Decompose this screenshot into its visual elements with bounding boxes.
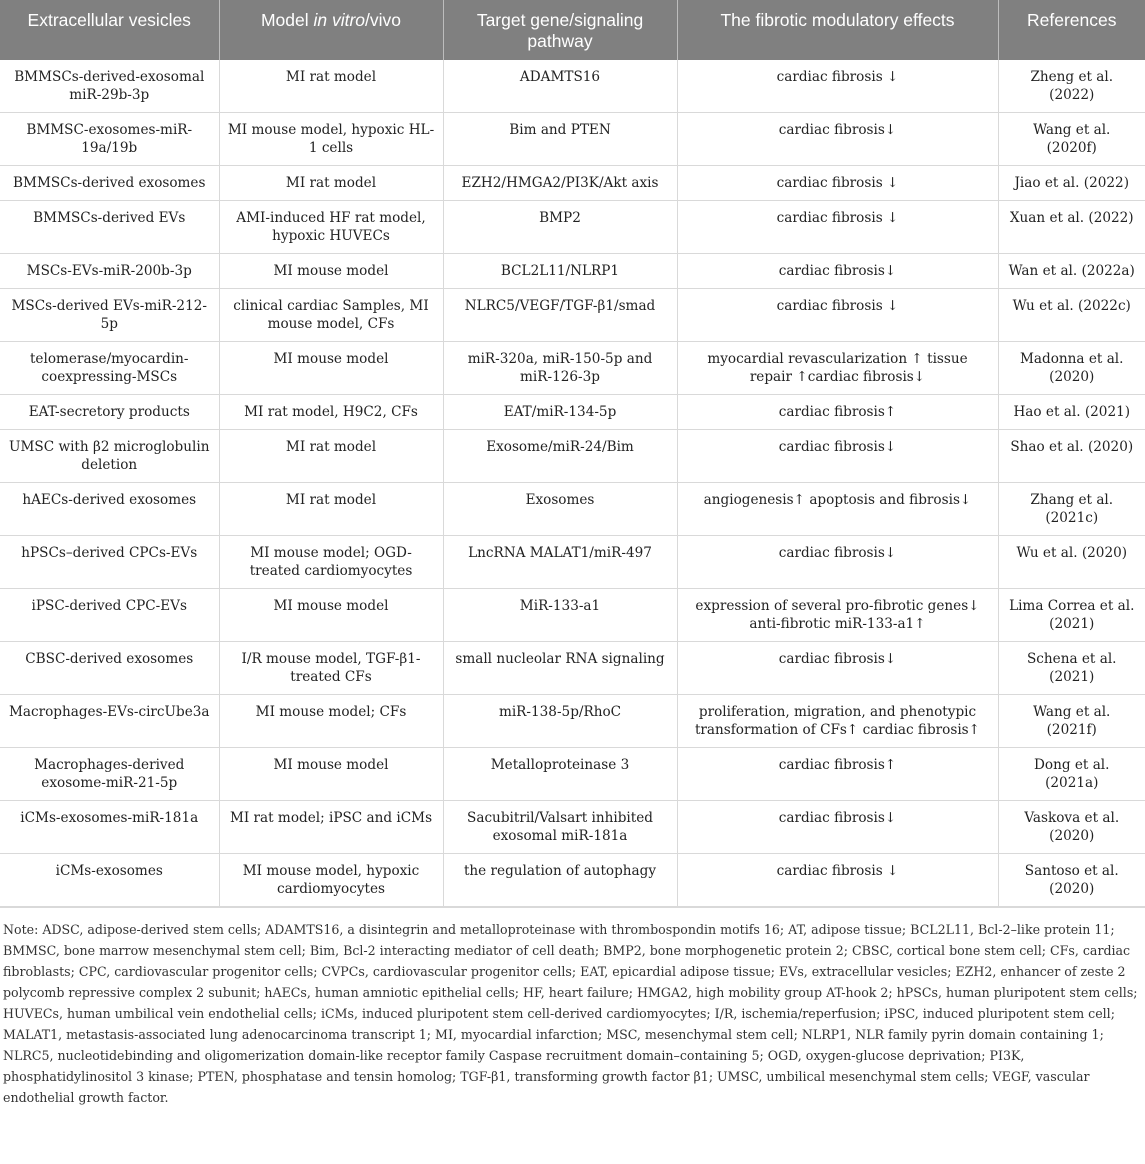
- table-row: [0, 113, 1145, 166]
- cell-vesicle: Macrophages-EVs-circUbe3a: [0, 695, 219, 748]
- cell-target: Sacubitril/Valsart inhibited exosomal miR-181a: [443, 801, 677, 854]
- cell-target: Exosome/miR-24/Bim: [443, 430, 677, 483]
- cell-reference: Hao et al. (2021): [998, 395, 1145, 430]
- cell-vesicle: EAT-secretory products: [0, 395, 219, 430]
- table-row: [0, 60, 1145, 113]
- table-row: [0, 854, 1145, 907]
- cell-target: small nucleolar RNA signaling: [443, 642, 677, 695]
- table-row: [0, 536, 1145, 589]
- cell-vesicle: BMMSCs-derived-exosomal miR-29b-3p: [0, 60, 219, 113]
- cell-effect: cardiac fibrosis↓: [677, 642, 998, 695]
- cell-reference: Wan et al. (2022a): [998, 254, 1145, 289]
- table-header: [0, 0, 1145, 60]
- cell-vesicle: iCMs-exosomes: [0, 854, 219, 907]
- cell-target: BCL2L11/NLRP1: [443, 254, 677, 289]
- cell-reference: Zhang et al. (2021c): [998, 483, 1145, 536]
- cell-reference: Lima Correa et al. (2021): [998, 589, 1145, 642]
- cell-model: MI mouse model, hypoxic cardiomyocytes: [219, 854, 443, 907]
- cell-effect: cardiac fibrosis↓: [677, 254, 998, 289]
- header-model-suffix: /vivo: [365, 10, 402, 30]
- cell-model: MI mouse model: [219, 254, 443, 289]
- cell-target: miR-138-5p/RhoC: [443, 695, 677, 748]
- cell-effect: cardiac fibrosis ↓: [677, 201, 998, 254]
- table-body: [0, 60, 1145, 907]
- cell-reference: Madonna et al. (2020): [998, 342, 1145, 395]
- cell-model: MI mouse model: [219, 589, 443, 642]
- cell-model: MI mouse model: [219, 748, 443, 801]
- cell-effect: cardiac fibrosis ↓: [677, 60, 998, 113]
- cell-model: clinical cardiac Samples, MI mouse model, CFs: [219, 289, 443, 342]
- cell-reference: Vaskova et al. (2020): [998, 801, 1145, 854]
- cell-target: MiR-133-a1: [443, 589, 677, 642]
- cell-effect: cardiac fibrosis↑: [677, 748, 998, 801]
- cell-effect: cardiac fibrosis↓: [677, 430, 998, 483]
- cell-vesicle: BMMSCs-derived exosomes: [0, 166, 219, 201]
- cell-target: NLRC5/VEGF/TGF-β1/smad: [443, 289, 677, 342]
- table-row: [0, 483, 1145, 536]
- cell-reference: Wang et al. (2021f): [998, 695, 1145, 748]
- cell-reference: Xuan et al. (2022): [998, 201, 1145, 254]
- table-row: [0, 201, 1145, 254]
- cell-model: MI rat model: [219, 430, 443, 483]
- cell-reference: Zheng et al. (2022): [998, 60, 1145, 113]
- cell-effect: cardiac fibrosis ↓: [677, 854, 998, 907]
- cell-vesicle: BMMSCs-derived EVs: [0, 201, 219, 254]
- table-row: [0, 430, 1145, 483]
- cell-target: ADAMTS16: [443, 60, 677, 113]
- cell-vesicle: hPSCs–derived CPCs-EVs: [0, 536, 219, 589]
- table-row: [0, 642, 1145, 695]
- cell-model: AMI-induced HF rat model, hypoxic HUVECs: [219, 201, 443, 254]
- header-model: [219, 0, 443, 60]
- cell-reference: Dong et al. (2021a): [998, 748, 1145, 801]
- cell-target: EZH2/HMGA2/PI3K/Akt axis: [443, 166, 677, 201]
- cell-target: the regulation of autophagy: [443, 854, 677, 907]
- cell-effect: cardiac fibrosis↑: [677, 395, 998, 430]
- cell-effect: cardiac fibrosis ↓: [677, 289, 998, 342]
- cell-vesicle: hAECs-derived exosomes: [0, 483, 219, 536]
- cell-model: MI mouse model; CFs: [219, 695, 443, 748]
- cell-target: Bim and PTEN: [443, 113, 677, 166]
- cell-vesicle: UMSC with β2 microglobulin deletion: [0, 430, 219, 483]
- cell-model: MI rat model; iPSC and iCMs: [219, 801, 443, 854]
- cell-effect: expression of several pro-fibrotic genes↓ anti-fibrotic miR-133-a1↑: [677, 589, 998, 642]
- cell-target: BMP2: [443, 201, 677, 254]
- cell-vesicle: MSCs-derived EVs-miR-212-5p: [0, 289, 219, 342]
- cell-model: MI rat model: [219, 60, 443, 113]
- cell-model: MI mouse model; OGD-treated cardiomyocytes: [219, 536, 443, 589]
- cell-vesicle: BMMSC-exosomes-miR-19a/19b: [0, 113, 219, 166]
- cell-vesicle: telomerase/myocardin-coexpressing-MSCs: [0, 342, 219, 395]
- cell-reference: Wu et al. (2022c): [998, 289, 1145, 342]
- cell-effect: myocardial revascularization ↑ tissue repair ↑cardiac fibrosis↓: [677, 342, 998, 395]
- cell-effect: cardiac fibrosis↓: [677, 113, 998, 166]
- table-row: [0, 254, 1145, 289]
- cell-effect: cardiac fibrosis ↓: [677, 166, 998, 201]
- table-row: [0, 166, 1145, 201]
- cell-reference: Santoso et al. (2020): [998, 854, 1145, 907]
- cell-model: MI mouse model, hypoxic HL-1 cells: [219, 113, 443, 166]
- cell-vesicle: CBSC-derived exosomes: [0, 642, 219, 695]
- table-row: [0, 801, 1145, 854]
- cell-vesicle: Macrophages-derived exosome-miR-21-5p: [0, 748, 219, 801]
- cell-reference: Jiao et al. (2022): [998, 166, 1145, 201]
- header-model-prefix: Model: [260, 10, 314, 30]
- cell-target: Metalloproteinase 3: [443, 748, 677, 801]
- cell-reference: Schena et al. (2021): [998, 642, 1145, 695]
- header-references: References: [998, 0, 1145, 60]
- cell-target: miR-320a, miR-150-5p and miR-126-3p: [443, 342, 677, 395]
- cell-model: MI rat model, H9C2, CFs: [219, 395, 443, 430]
- table-row: [0, 589, 1145, 642]
- cell-effect: angiogenesis↑ apoptosis and fibrosis↓: [677, 483, 998, 536]
- table-row: [0, 695, 1145, 748]
- cell-model: I/R mouse model, TGF-β1-treated CFs: [219, 642, 443, 695]
- table-row: [0, 342, 1145, 395]
- header-target-pathway: Target gene/signaling pathway: [443, 0, 677, 60]
- cell-vesicle: iPSC-derived CPC-EVs: [0, 589, 219, 642]
- table-row: [0, 748, 1145, 801]
- cell-model: MI mouse model: [219, 342, 443, 395]
- cell-reference: Wang et al. (2020f): [998, 113, 1145, 166]
- table-note: Note: ADSC, adipose-derived stem cells; ADAMTS16, a disintegrin and metalloproteinase with thrombospondin motifs 16; AT, adipose tissue; BCL2L11, Bcl-2–like protein 11; BMMSC, bone marrow mesenchymal stem cell; Bim, Bcl-2 interacting mediator of cell death; BMP2, bone morphogenetic protein 2; CBSC, cortical bone stem cell; CFs, cardiac fibroblasts; CPC, cardiovascular progenitor cells; CVPCs, cardiovascular progenitor cells; EAT, epicardial adipose tissue; EVs, extracellular vesicles; EZH2, enhancer of zeste 2 polycomb repressive complex 2 subunit; hAECs, human amniotic epithelial cells; HF, heart failure; HMGA2, high mobility group AT-hook 2; hPSCs, human pluripotent stem cells; HUVECs, human umbilical vein endothelial cells; iCMs, induced pluripotent stem cell-derived cardiomyocytes; I/R, ischemia/reperfusion; iPSC, induced pluripotent stem cell; MALAT1, metastasis-associated lung adenocarcinoma transcript 1; MI, myocardial infarction; MSC, mesenchymal stem cell; NLRP1, NLR family pyrin domain containing 1; NLRC5, nucleotidebinding and oligomerization domain-like receptor family Caspase recruitment domain–containing 5; OGD, oxygen-glucose deprivation; PI3K, phosphatidylinositol 3 kinase; PTEN, phosphatase and tensin homolog; TGF-β1, transforming growth factor β1; UMSC, umbilical mesenchymal stem cells; VEGF, vascular endothelial growth factor.: [0, 907, 1145, 1108]
- cell-effect: cardiac fibrosis↓: [677, 536, 998, 589]
- cell-model: MI rat model: [219, 483, 443, 536]
- header-fibrotic-effects: The fibrotic modulatory effects: [677, 0, 998, 60]
- header-row: [0, 0, 1145, 60]
- cell-reference: Wu et al. (2020): [998, 536, 1145, 589]
- table-row: [0, 289, 1145, 342]
- table-row: [0, 395, 1145, 430]
- cell-effect: proliferation, migration, and phenotypic transformation of CFs↑ cardiac fibrosis↑: [677, 695, 998, 748]
- cell-target: EAT/miR-134-5p: [443, 395, 677, 430]
- cell-target: Exosomes: [443, 483, 677, 536]
- cell-reference: Shao et al. (2020): [998, 430, 1145, 483]
- cell-vesicle: iCMs-exosomes-miR-181a: [0, 801, 219, 854]
- cell-model: MI rat model: [219, 166, 443, 201]
- cell-target: LncRNA MALAT1/miR-497: [443, 536, 677, 589]
- header-extracellular-vesicles: Extracellular vesicles: [0, 0, 219, 60]
- header-model-italic: in vitro: [313, 10, 366, 30]
- cell-effect: cardiac fibrosis↓: [677, 801, 998, 854]
- cell-vesicle: MSCs-EVs-miR-200b-3p: [0, 254, 219, 289]
